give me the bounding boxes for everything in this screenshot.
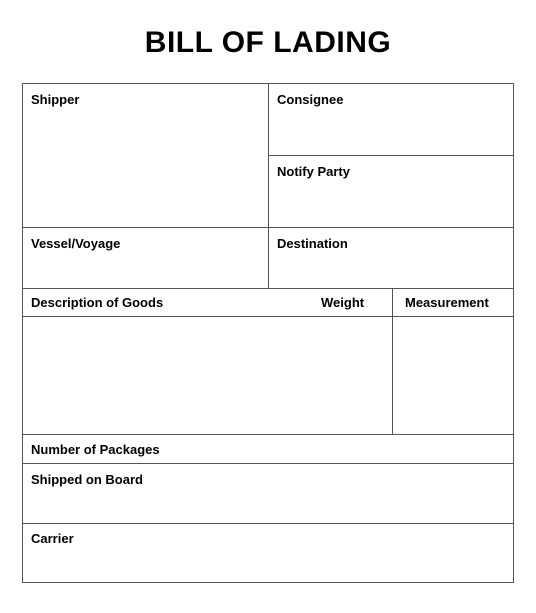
consignee-label: Consignee: [277, 92, 344, 107]
number-of-packages-field[interactable]: [23, 435, 514, 463]
shipper-label: Shipper: [31, 92, 80, 107]
measurement-header: [393, 289, 514, 316]
destination-field[interactable]: [269, 228, 514, 288]
weight-label: Weight: [321, 295, 365, 310]
shipped-on-board-label: Shipped on Board: [31, 472, 143, 487]
consignee-field[interactable]: [269, 84, 514, 155]
carrier-label: Carrier: [31, 531, 74, 546]
document-title: BILL OF LADING: [144, 26, 392, 59]
notify-party-label: Notify Party: [277, 164, 350, 179]
goods-description-field[interactable]: [23, 317, 392, 434]
measurement-label: Measurement: [405, 295, 489, 310]
notify-party-field[interactable]: [269, 156, 514, 227]
shipped-on-board-field[interactable]: [23, 464, 514, 523]
vessel-voyage-label: Vessel/Voyage: [31, 236, 121, 251]
destination-label: Destination: [277, 236, 348, 251]
goods-header: [23, 289, 392, 316]
description-of-goods-label: Description of Goods: [31, 295, 164, 310]
bill-of-lading-form: [22, 83, 514, 583]
carrier-field[interactable]: [23, 524, 514, 582]
shipper-field[interactable]: [23, 84, 268, 227]
vessel-voyage-field[interactable]: [23, 228, 268, 288]
number-of-packages-label: Number of Packages: [31, 442, 160, 457]
measurement-field[interactable]: [393, 317, 514, 434]
